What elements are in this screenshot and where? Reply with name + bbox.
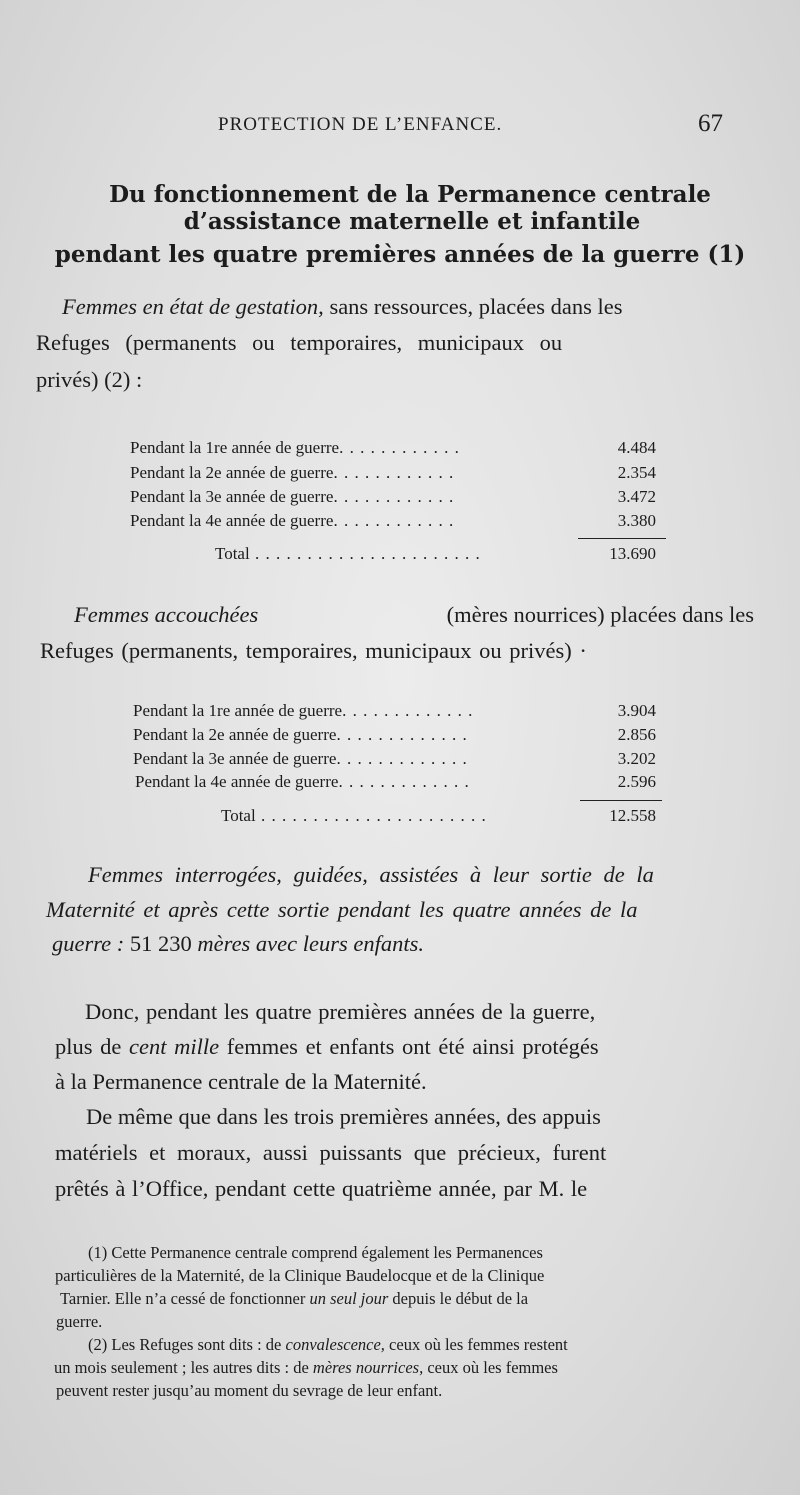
footnote-1-line1: (1) Cette Permanence centrale comprend également les Permanences — [88, 1243, 543, 1262]
table-value: 3.202 — [617, 749, 656, 768]
table-row: Pendant la 1re année de guerre. . . . . . . . . . . . . — [133, 701, 474, 720]
conclusion-line1: Donc, pendant les quatre premières années de la guerre, — [85, 999, 596, 1024]
section1-line3: privés) (2) : — [36, 367, 143, 392]
section3-line1: Femmes interrogées, guidées, assistées à leur sortie de la — [88, 862, 654, 887]
table-value: 2.354 — [617, 463, 656, 482]
footnote-2-line1: (2) Les Refuges sont dits : de convalescence, ceux où les femmes restent — [88, 1335, 568, 1354]
running-header: PROTECTION DE L’ENFANCE. — [218, 114, 503, 135]
table-row: Pendant la 1re année de guerre. . . . . . . . . . . . — [130, 438, 460, 457]
total-value: 13.690 — [609, 544, 656, 563]
footnote-2-line2: un mois seulement ; les autres dits : de mères nourrices, ceux où les femmes — [54, 1358, 558, 1377]
section1-line2: Refuges (permanents ou temporaires, municipaux ou — [36, 330, 563, 355]
total-row: Total . . . . . . . . . . . . . . . . . . . . . . — [215, 544, 481, 563]
total-rule — [578, 538, 666, 539]
table-row: Pendant la 2e année de guerre. . . . . . . . . . . . . — [133, 725, 468, 744]
total-value: 12.558 — [609, 806, 656, 825]
title-line-1: Du fonctionnement de la Permanence centrale — [109, 181, 711, 208]
table-value: 3.472 — [617, 487, 656, 506]
footnote-1-line3: Tarnier. Elle n’a cessé de fonctionner un seul jour depuis le début de la — [60, 1289, 529, 1308]
footnote-2-line3: peuvent rester jusqu’au moment du sevrage de leur enfant. — [56, 1381, 443, 1400]
table-row: Pendant la 3e année de guerre. . . . . . . . . . . . — [130, 487, 455, 506]
section2-intro: Femmes accouchées (mères nourrices) placées dans les — [74, 602, 754, 627]
section3-line3: guerre : 51 230 mères avec leurs enfants. — [52, 931, 425, 956]
conclusion-line3: à la Permanence centrale de la Maternité. — [55, 1069, 427, 1094]
title-line-2: d’assistance maternelle et infantile — [183, 208, 641, 235]
section1-intro: Femmes en état de gestation, sans ressources, placées dans les — [62, 294, 623, 319]
conclusion-line2: plus de cent mille femmes et enfants ont été ainsi protégés — [55, 1034, 599, 1059]
section3-line2: Maternité et après cette sortie pendant les quatre années de la — [46, 897, 638, 922]
table-row: Pendant la 2e année de guerre. . . . . . . . . . . . — [130, 463, 455, 482]
page-number: 67 — [698, 110, 723, 137]
paragraph2-line3: prêtés à l’Office, pendant cette quatrième année, par M. le — [55, 1176, 588, 1201]
title-line-3: pendant les quatre premières années de la guerre (1) — [54, 241, 746, 268]
footnote-1-line2: particulières de la Maternité, de la Clinique Baudelocque et de la Clinique — [55, 1266, 545, 1285]
table-row: Pendant la 4e année de guerre. . . . . . . . . . . . . — [135, 772, 470, 791]
paragraph2-line2: matériels et moraux, aussi puissants que précieux, furent — [55, 1140, 607, 1165]
table-value: 4.484 — [617, 438, 656, 457]
table-value: 3.380 — [617, 511, 656, 530]
table-row: Pendant la 4e année de guerre. . . . . . . . . . . . — [130, 511, 455, 530]
section2-line2: Refuges (permanents, temporaires, municipaux ou privés) · — [40, 638, 587, 663]
table-value: 2.596 — [617, 772, 656, 791]
total-rule — [580, 800, 662, 801]
paragraph2-line1: De même que dans les trois premières années, des appuis — [86, 1104, 601, 1129]
table-row: Pendant la 3e année de guerre. . . . . . . . . . . . . — [133, 749, 468, 768]
total-row: Total . . . . . . . . . . . . . . . . . . . . . . — [221, 806, 487, 825]
table-value: 2.856 — [617, 725, 656, 744]
table-value: 3.904 — [617, 701, 656, 720]
footnote-1-line4: guerre. — [56, 1312, 103, 1331]
